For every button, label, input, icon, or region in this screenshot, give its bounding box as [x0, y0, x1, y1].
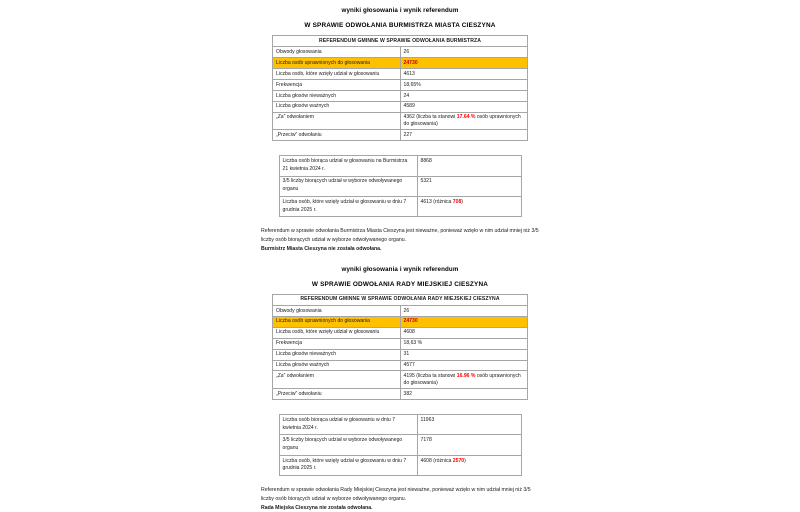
burmistrz-comparison-table — [279, 155, 522, 217]
row-label: Obwody głosowania — [273, 305, 401, 316]
conclusion-verdict: Rada Miejska Cieszyna nie została odwołana. — [261, 504, 373, 511]
table-row — [273, 338, 528, 349]
value-prefix: 4613 (różnica — [420, 198, 453, 205]
rada-results-table — [272, 294, 528, 400]
row-label: Liczba głosów ważnych — [273, 101, 401, 112]
difference-accent: 2570 — [452, 457, 465, 464]
row-label: Obwody głosowania — [273, 47, 401, 58]
row-label: Liczba osób uprawnionych do głosowania — [273, 58, 401, 69]
conclusion-verdict: Burmistrz Miasta Cieszyna nie została odwołana. — [261, 246, 382, 253]
row-value-percent — [400, 112, 528, 130]
table-row — [279, 414, 521, 434]
table-title-row — [273, 294, 528, 305]
table-row — [273, 130, 528, 141]
row-label: 3/5 liczby biorących udział w wyborze odwoływanego organu — [279, 435, 417, 455]
row-value: 7178 — [417, 435, 521, 455]
table-row — [279, 156, 521, 176]
row-value-difference — [417, 455, 521, 475]
difference-accent: 708 — [452, 198, 462, 205]
row-label: Liczba głosów ważnych — [273, 360, 401, 371]
table-row — [279, 455, 521, 475]
conclusion-text: Referendum w sprawie odwołania Burmistrza Miasta Cieszyna jest nieważne, ponieważ wzięło w nim udział mniej niż 3/5 liczby osób biorących udział w wyborze odwoływanego organu. — [261, 228, 539, 243]
rada-conclusion — [261, 486, 539, 512]
row-label: Frekwencja — [273, 338, 401, 349]
row-label: Liczba osób, które wzięły udział w głosowaniu w dniu 7 grudnia 2025 r. — [279, 455, 417, 475]
row-label: Liczba osób uprawnionych do głosowania — [273, 316, 401, 327]
row-label: Liczba głosów nieważnych — [273, 349, 401, 360]
value-suffix: osób uprawnionych do głosowania) — [403, 373, 521, 386]
row-label: „Za” odwołaniem — [273, 112, 401, 130]
spacer — [0, 476, 800, 486]
row-value: 18,63 % — [400, 338, 528, 349]
row-value: 4608 — [400, 327, 528, 338]
row-label: Liczba osób biorąca udział w głosowaniu na Burmistrza 21 kwietnia 2024 r. — [279, 156, 417, 176]
row-value: 31 — [400, 349, 528, 360]
value-suffix: osób uprawnionych do głosowania) — [403, 114, 521, 128]
table-row-highlighted — [273, 58, 528, 69]
percent-accent: 17.64 % — [456, 114, 476, 121]
row-value: 4589 — [400, 101, 528, 112]
table-row — [279, 176, 521, 196]
top-spacer — [0, 0, 800, 7]
table-row — [273, 349, 528, 360]
row-value: 26 — [400, 47, 528, 58]
value-prefix: 4608 (różnica — [420, 457, 453, 464]
table-title-cell: REFERENDUM GMINNE W SPRAWIE ODWOŁANIA BURMISTRZA — [273, 36, 528, 47]
row-value: 382 — [400, 389, 528, 400]
table-row-highlighted — [273, 316, 528, 327]
row-label: Liczba osób biorąca udział w głosowaniu w dniu 7 kwietnia 2024 r. — [279, 414, 417, 434]
row-label: „Za” odwołaniem — [273, 371, 401, 389]
row-label: Frekwencja — [273, 80, 401, 91]
section-rada-title: W SPRAWIE ODWOŁANIA RADY MIEJSKIEJ CIESZYNA — [311, 280, 489, 288]
percent-accent: 16.96 % — [456, 373, 476, 380]
table-row — [273, 101, 528, 112]
table-title-row — [273, 36, 528, 47]
burmistrz-conclusion — [261, 227, 539, 253]
table-row — [273, 69, 528, 80]
row-value: 5321 — [417, 176, 521, 196]
row-value: 24730 — [400, 316, 528, 327]
conclusion-text: Referendum w sprawie odwołania Rady Miejskiej Cieszyna jest nieważne, ponieważ wzięło w nim udział mniej niż 3/5 liczby osób biorących udział w wyborze odwoływanego organu. — [261, 487, 531, 502]
value-prefix: 4195 (liczba ta stanowi — [403, 373, 457, 380]
row-label: Liczba osób, które wzięły udział w głosowaniu w dniu 7 grudnia 2025 r. — [279, 197, 417, 217]
section-rada-subtitle: wyniki głosowania i wynik referendum — [341, 265, 459, 273]
row-label: „Przeciw” odwołaniu — [273, 389, 401, 400]
row-label: Liczba osób, które wzięły udział w głosowaniu — [273, 327, 401, 338]
table-row — [273, 90, 528, 101]
row-value: 8868 — [417, 156, 521, 176]
row-value: 11963 — [417, 414, 521, 434]
row-label: Liczba głosów nieważnych — [273, 90, 401, 101]
table-title-cell: REFERENDUM GMINNE W SPRAWIE ODWOŁANIA RADY MIEJSKIEJ CIESZYNA — [273, 294, 528, 305]
spacer — [0, 400, 800, 414]
row-value: 18,65% — [400, 80, 528, 91]
table-row — [279, 435, 521, 455]
row-value: 26 — [400, 305, 528, 316]
spacer — [0, 217, 800, 227]
value-prefix: 4362 (liczba ta stanowi — [403, 114, 457, 121]
row-label: Liczba osób, które wzięły udział w głosowaniu — [273, 69, 401, 80]
row-value-difference — [417, 197, 521, 217]
section-rada-miejska — [0, 266, 800, 512]
value-suffix: ) — [461, 198, 463, 205]
table-row — [273, 389, 528, 400]
spacer — [0, 273, 800, 281]
section-burmistrz-subtitle: wyniki głosowania i wynik referendum — [341, 7, 459, 14]
table-row — [273, 360, 528, 371]
spacer — [0, 14, 800, 22]
table-row — [273, 47, 528, 58]
table-row — [273, 305, 528, 316]
row-value: 4613 — [400, 69, 528, 80]
table-row — [279, 197, 521, 217]
row-label: „Przeciw” odwołaniu — [273, 130, 401, 141]
row-label: 3/5 liczby biorących udział w wyborze odwoływanego organu — [279, 176, 417, 196]
row-value: 24 — [400, 90, 528, 101]
section-burmistrz-title: W SPRAWIE ODWOŁANIA BURMISTRZA MIASTA CIESZYNA — [304, 22, 496, 29]
table-row — [273, 327, 528, 338]
section-gap — [0, 254, 800, 266]
rada-comparison-table — [279, 414, 522, 476]
row-value: 24730 — [400, 58, 528, 69]
table-row — [273, 80, 528, 91]
row-value: 227 — [400, 130, 528, 141]
spacer — [0, 141, 800, 155]
section-burmistrz — [0, 7, 800, 254]
table-row — [273, 371, 528, 389]
value-suffix: ) — [464, 457, 466, 464]
row-value: 4577 — [400, 360, 528, 371]
burmistrz-results-table — [272, 35, 528, 141]
table-row — [273, 112, 528, 130]
row-value-percent — [400, 371, 528, 389]
